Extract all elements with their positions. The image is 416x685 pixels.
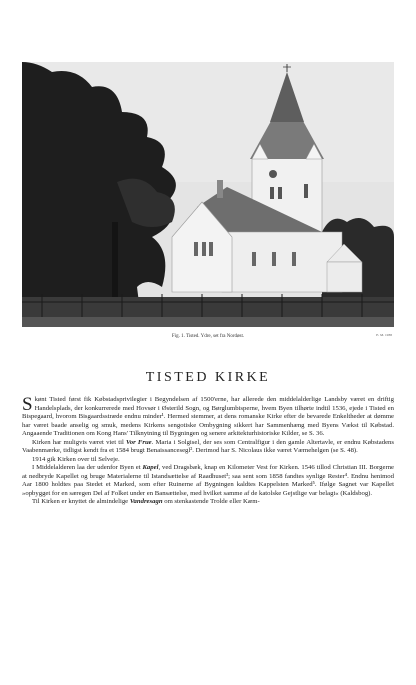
paragraph-5 [22,498,394,507]
paragraph-3 [22,456,394,465]
paragraph-5-end: om stenkastende Trolde eller Kæm- [162,498,260,505]
paragraph-5-start: Til Kirken er knyttet de almindelige [32,498,130,505]
church-photograph [22,62,394,327]
chapel-emphasis: Kapel [142,464,159,471]
page-title: TISTED KIRKE [145,370,271,385]
paragraph-4-start: I Middelalderen laa der udenfor Byen et [32,464,143,471]
paragraph-1-text: kønt Tisted først fik Købstadsprivilegier i Begyndelsen af 1500'erne, har allerede den middelalderlige Landsby været en driftig Handelsplads, der konkurrerede med Hovsør i Østerild Sogn, og Børglumbisperne, hvem Byen tilhørte indtil 1536, ejede i Tisted en Bispegaard, hvorom Bisgaardsstræde endnu minder¹. Hermed stemmer, at dens romanske Kirke efter de bevarede Enkeltheder at dømme har været baade anselig og smuk, medens Kirkens sengotiske Ombygning sikkert har Sammenhæng med Byens Vækst til Købstad. Angaaende Traditionen om Kong Hans' Tilknytning til Bygningen og senere arkitekturhistoriske Kilder, se S. 36. [22,396,394,437]
drop-cap: S [22,394,33,415]
paragraph-2 [22,439,394,456]
figure-caption: Fig. 1. Tisted. Ydre, set fra Nordøst. [171,334,245,339]
paragraph-3-text: 1914 gik Kirken over til Selveje. [32,455,120,463]
paragraph-1 [22,396,394,439]
body-text [22,396,394,507]
paragraph-2-start: Kirken har muligvis været viet til [32,438,127,446]
church-illustration [22,62,394,327]
paragraph-2-end: . Maria i Solgisel, der ses som Centralfigur i den gamle Altertavle, er endnu Købstadens Vaabenmærke, tidligst kendt fra et 1584 brugt Benaissancesegl². Derimod har S. Nicolaus ikke været Værnehelgen (se S. 48). [22,438,394,454]
dedication-emphasis: Vor Frue [126,438,152,446]
figure-caption-row [22,333,394,343]
paragraph-4-end: , ved Dragsbæk, knap en Kilometer Vest for Kirken. 1546 tillod Christian III. Borgerne at nedbryde Kapellet og bruge Materialerne til Istandsættelse af Raadhuset³; saa sent som 1858 fandtes synlige Rester⁴. Endnu henimod Aar 1800 holdtes paa Stedet et Marked, som efter Ruinerne af Bygningen kaldtes Kappelsten Marked⁵. Ifølge Sagnet var Kapellet »opbygget for en særegen Del af Folket under en Bansættelse, med hvilket samme af de katolske Gejstlige var belagt« (Kaldsbog). [22,464,395,497]
paragraph-4 [22,464,394,498]
photo-credit: E. M. 1938 [376,333,392,337]
legend-emphasis: Vandresagn [129,498,163,505]
